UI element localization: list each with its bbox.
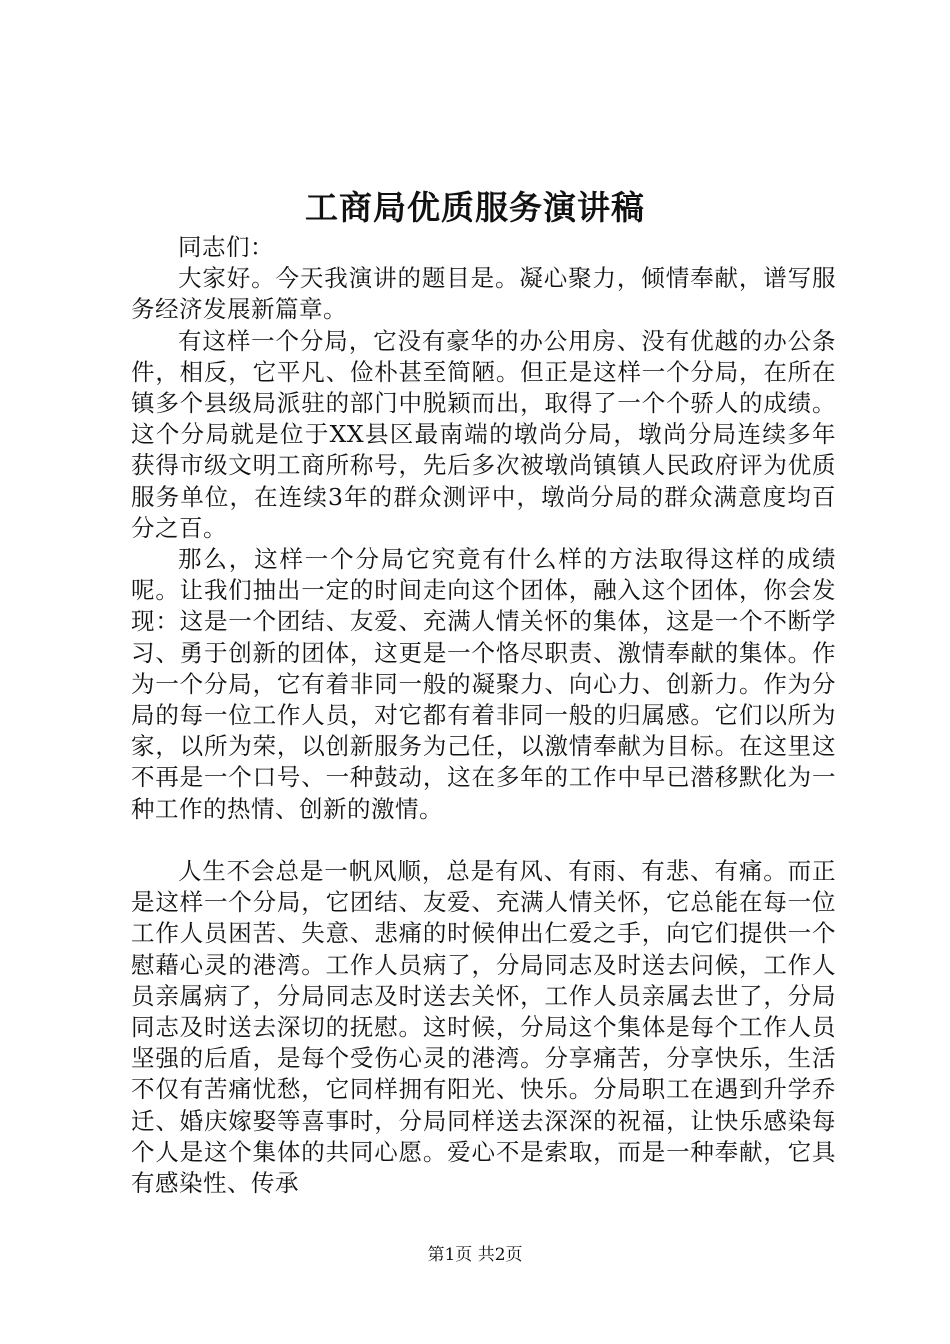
body-paragraph: 有这样一个分局，它没有豪华的办公用房、没有优越的办公条件，相反，它平凡、俭朴甚至简陋。但正是这样一个分局，在所在镇多个县级局派驻的部门中脱颖而出，取得了一个个骄人的成绩。这个分局就是位于XX县区最南端的墩尚分局，墩尚分局连续多年获得市级文明工商所称号，先后多次被墩尚镇镇人民政府评为优质服务单位，在连续3年的群众测评中，墩尚分局的群众满意度均百分之百。 — [131, 326, 836, 542]
salutation-paragraph: 同志们： — [178, 233, 274, 261]
body-paragraph: 人生不会总是一帆风顺，总是有风、有雨、有悲、有痛。而正是这样一个分局，它团结、友爱、充满人情关怀，它总能在每一位工作人员困苦、失意、悲痛的时候伸出仁爱之手，向它们提供一个慰藉心灵的港湾。工作人员病了，分局同志及时送去问候，工作人员亲属病了，分局同志及时送去关怀，工作人员亲属去世了，分局同志及时送去深切的抚慰。这时候，分局这个集体是每个工作人员坚强的后盾，是每个受伤心灵的港湾。分享痛苦，分享快乐，生活不仅有苦痛忧愁，它同样拥有阳光、快乐。分局职工在遇到升学乔迁、婚庆嫁娶等喜事时，分局同样送去深深的祝福，让快乐感染每个人是这个集体的共同心愿。爱心不是索取，而是一种奉献，它具有感染性、传承 — [131, 857, 836, 1198]
document-title: 工商局优质服务演讲稿 — [305, 188, 645, 227]
intro-paragraph: 大家好。今天我演讲的题目是。凝心聚力，倾情奉献，谱写服务经济发展新篇章。 — [131, 264, 836, 324]
page-number-footer: 第1页 共2页 — [427, 1245, 523, 1265]
body-paragraph: 那么，这样一个分局它究竟有什么样的方法取得这样的成绩呢。让我们抽出一定的时间走向这个团体，融入这个团体，你会发现：这是一个团结、友爱、充满人情关怀的集体，这是一个不断学习、勇于创新的团体，这更是一个恪尽职责、激情奉献的集体。作为一个分局，它有着非同一般的凝聚力、向心力、创新力。作为分局的每一位工作人员，对它都有着非同一般的归属感。它们以所为家，以所为荣，以创新服务为己任，以激情奉献为目标。在这里这不再是一个口号、一种鼓动，这在多年的工作中早已潜移默化为一种工作的热情、创新的激情。 — [131, 545, 836, 823]
document-body — [131, 232, 836, 1199]
